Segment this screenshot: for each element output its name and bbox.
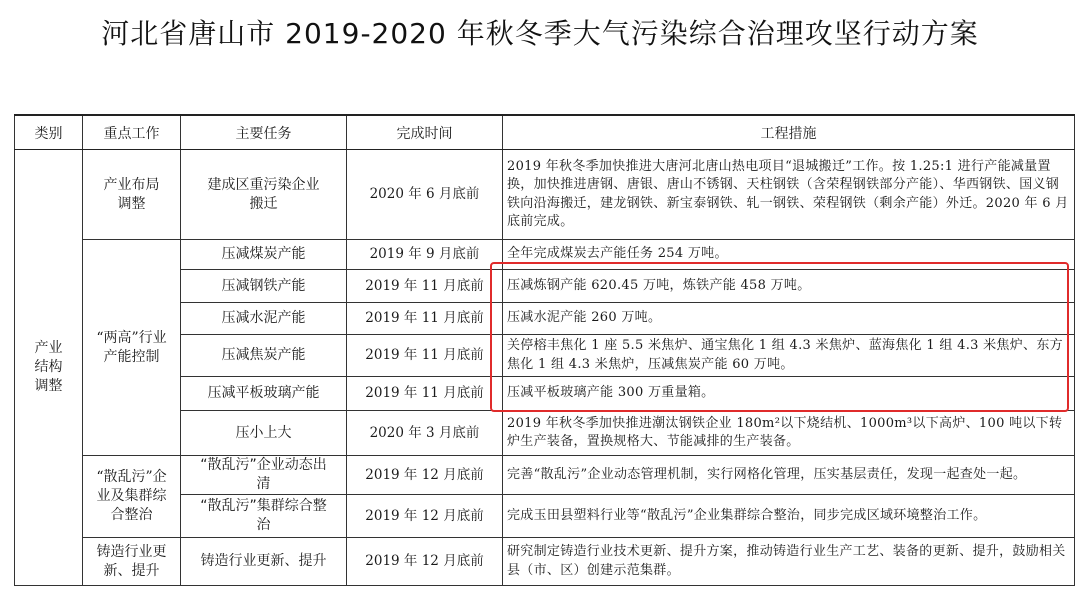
key-work-foundry: 铸造行业更新、提升 [83, 538, 181, 586]
task-cell: 压减焦炭产能 [181, 335, 347, 377]
deadline-cell: 2019 年 9 月底前 [347, 240, 503, 270]
table-row [15, 538, 1075, 586]
task-cell: 压减平板玻璃产能 [181, 377, 347, 411]
deadline-cell: 2019 年 11 月底前 [347, 303, 503, 335]
measure-cell: 2019 年秋冬季加快推进大唐河北唐山热电项目“退城搬迁”工作。按 1.25:1 进行产能减量置换，加快推进唐钢、唐银、唐山不锈钢、天柱钢铁（含荣程钢铁部分产能）、华西钢铁、国义钢铁向沿海搬迁，建龙钢铁、新宝泰钢铁、轧一钢铁、荣程钢铁（剩余产能）外迁。2020 年 6 月底前完成。 [503, 150, 1075, 240]
task-cell: “散乱污”集群综合整治 [181, 495, 347, 538]
task-cell: 压小上大 [181, 411, 347, 456]
table-row [15, 150, 1075, 240]
deadline-cell: 2019 年 11 月底前 [347, 335, 503, 377]
header-main-task: 主要任务 [181, 115, 347, 150]
measure-cell: 完善“散乱污”企业动态管理机制，实行网格化管理，压实基层责任，发现一起查处一起。 [503, 456, 1075, 495]
deadline-cell: 2020 年 6 月底前 [347, 150, 503, 240]
measures-table [14, 114, 1075, 586]
deadline-cell: 2019 年 11 月底前 [347, 377, 503, 411]
measure-cell: 全年完成煤炭去产能任务 254 万吨。 [503, 240, 1075, 270]
task-cell: 压减煤炭产能 [181, 240, 347, 270]
task-cell: “散乱污”企业动态出清 [181, 456, 347, 495]
key-work-sanluanwu: “散乱污”企业及集群综合整治 [83, 456, 181, 538]
deadline-cell: 2019 年 12 月底前 [347, 456, 503, 495]
table-row [15, 456, 1075, 495]
measure-cell: 完成玉田县塑料行业等“散乱污”企业集群综合整治，同步完成区域环境整治工作。 [503, 495, 1075, 538]
measure-cell: 压减炼钢产能 620.45 万吨，炼铁产能 458 万吨。 [503, 270, 1075, 303]
task-cell: 建成区重污染企业搬迁 [181, 150, 347, 240]
measure-cell: 压减水泥产能 260 万吨。 [503, 303, 1075, 335]
deadline-cell: 2019 年 12 月底前 [347, 495, 503, 538]
measure-cell: 关停榕丰焦化 1 座 5.5 米焦炉、通宝焦化 1 组 4.3 米焦炉、蓝海焦化 1 组 4.3 米焦炉、东方焦化 1 组 4.3 米焦炉，压减焦炭产能 60 万吨。 [503, 335, 1075, 377]
key-work-layout: 产业布局调整 [83, 150, 181, 240]
measure-cell: 研究制定铸造行业技术更新、提升方案，推动铸造行业生产工艺、装备的更新、提升，鼓励相关县（市、区）创建示范集群。 [503, 538, 1075, 586]
measure-cell: 压减平板玻璃产能 300 万重量箱。 [503, 377, 1075, 411]
header-key-work: 重点工作 [83, 115, 181, 150]
measure-cell: 2019 年秋冬季加快推进潮汰钢铁企业 180m²以下烧结机、1000m³以下高炉、100 吨以下转炉生产装备，置换规格大、节能减排的生产装备。 [503, 411, 1075, 456]
table-header-row [15, 115, 1075, 150]
header-measures: 工程措施 [503, 115, 1075, 150]
category-industrial-structure: 产业结构调整 [15, 150, 83, 586]
key-work-lianggao: “两高”行业产能控制 [83, 240, 181, 456]
header-category: 类别 [15, 115, 83, 150]
page-title: 河北省唐山市 2019-2020 年秋冬季大气污染综合治理攻坚行动方案 [101, 17, 979, 50]
table-row [15, 240, 1075, 270]
task-cell: 压减钢铁产能 [181, 270, 347, 303]
deadline-cell: 2019 年 12 月底前 [347, 538, 503, 586]
task-cell: 压减水泥产能 [181, 303, 347, 335]
task-cell: 铸造行业更新、提升 [181, 538, 347, 586]
deadline-cell: 2019 年 11 月底前 [347, 270, 503, 303]
header-deadline: 完成时间 [347, 115, 503, 150]
deadline-cell: 2020 年 3 月底前 [347, 411, 503, 456]
